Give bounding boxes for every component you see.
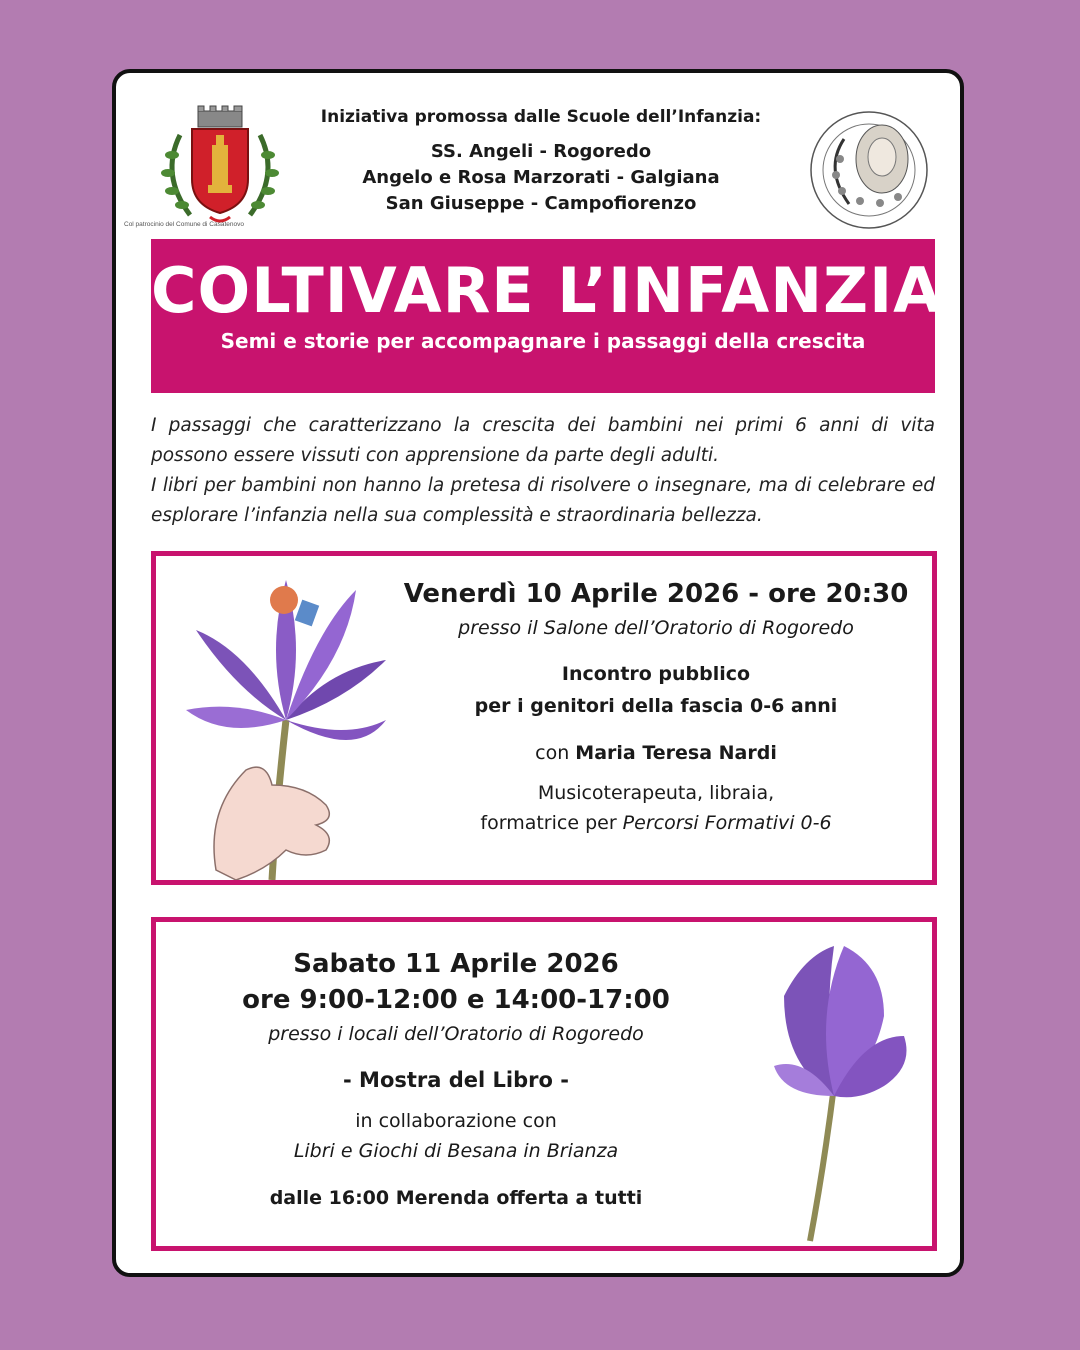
event-saturday-place: presso i locali dell’Oratorio di Rogoredo [268,1023,644,1045]
event-friday-place: presso il Salone dell’Oratorio di Rogoredo [458,617,854,639]
promoters-header [301,107,781,217]
speaker-prefix: con [535,742,576,764]
event-saturday-collab: in collaborazione con [355,1110,557,1132]
flower-with-hand-icon [176,570,406,880]
event-saturday [151,917,937,1251]
coat-caption: Col patrocinio del Comune di Casatenovo [124,221,244,228]
speaker-role-line1: Musicoterapeuta, libraia, [537,782,775,804]
description-paragraph: I libri per bambini non hanno la pretesa di risolvere o insegnare, ma di celebrare ed esplorare l’infanzia nella sua complessità e straordinaria bellezza. [151,475,935,526]
flyer-card [112,69,964,1277]
school-seal-icon [804,109,934,231]
magnolia-flower-icon [744,936,924,1246]
event-saturday-date: Sabato 11 Aprile 2026 [293,949,619,979]
speaker-role-line2 [386,808,926,838]
school-item: San Giuseppe - Campofiorenzo [385,193,697,214]
main-subtitle: Semi e storie per accompagnare i passaggi della crescita [220,329,866,353]
main-title: COLTIVARE L’INFANZIA [151,254,943,327]
speaker-name: Maria Teresa Nardi [575,742,777,764]
promoters-intro: Iniziativa promossa dalle Scuole dell’Infanzia: [320,107,762,127]
role-prefix: formatrice per [480,812,623,834]
description [151,411,935,531]
event-saturday-hours: ore 9:00-12:00 e 14:00-17:00 [242,985,670,1015]
title-banner [151,239,943,393]
event-friday [151,551,937,885]
school-item: SS. Angeli - Rogoredo [430,141,652,162]
description-paragraph: I passaggi che caratterizzano la crescita dei bambini nei primi 6 anni di vita possono essere vissuti con apprensione da parte degli adulti. [151,415,935,466]
event-saturday-details [196,946,716,1214]
event-friday-audience: per i genitori della fascia 0-6 anni [474,695,838,717]
event-friday-date: Venerdì 10 Aprile 2026 - ore 20:30 [403,579,909,609]
event-friday-details [386,576,926,838]
event-saturday-title: - Mostra del Libro - [343,1068,569,1092]
role-program: Percorsi Formativi 0-6 [622,812,832,834]
event-friday-title: Incontro pubblico [561,663,751,685]
coat-of-arms-icon [150,105,290,235]
event-friday-speaker-line [386,738,926,768]
event-saturday-partner: Libri e Giochi di Besana in Brianza [293,1140,619,1162]
event-saturday-snack: dalle 16:00 Merenda offerta a tutti [269,1187,643,1209]
school-item: Angelo e Rosa Marzorati - Galgiana [362,167,720,188]
